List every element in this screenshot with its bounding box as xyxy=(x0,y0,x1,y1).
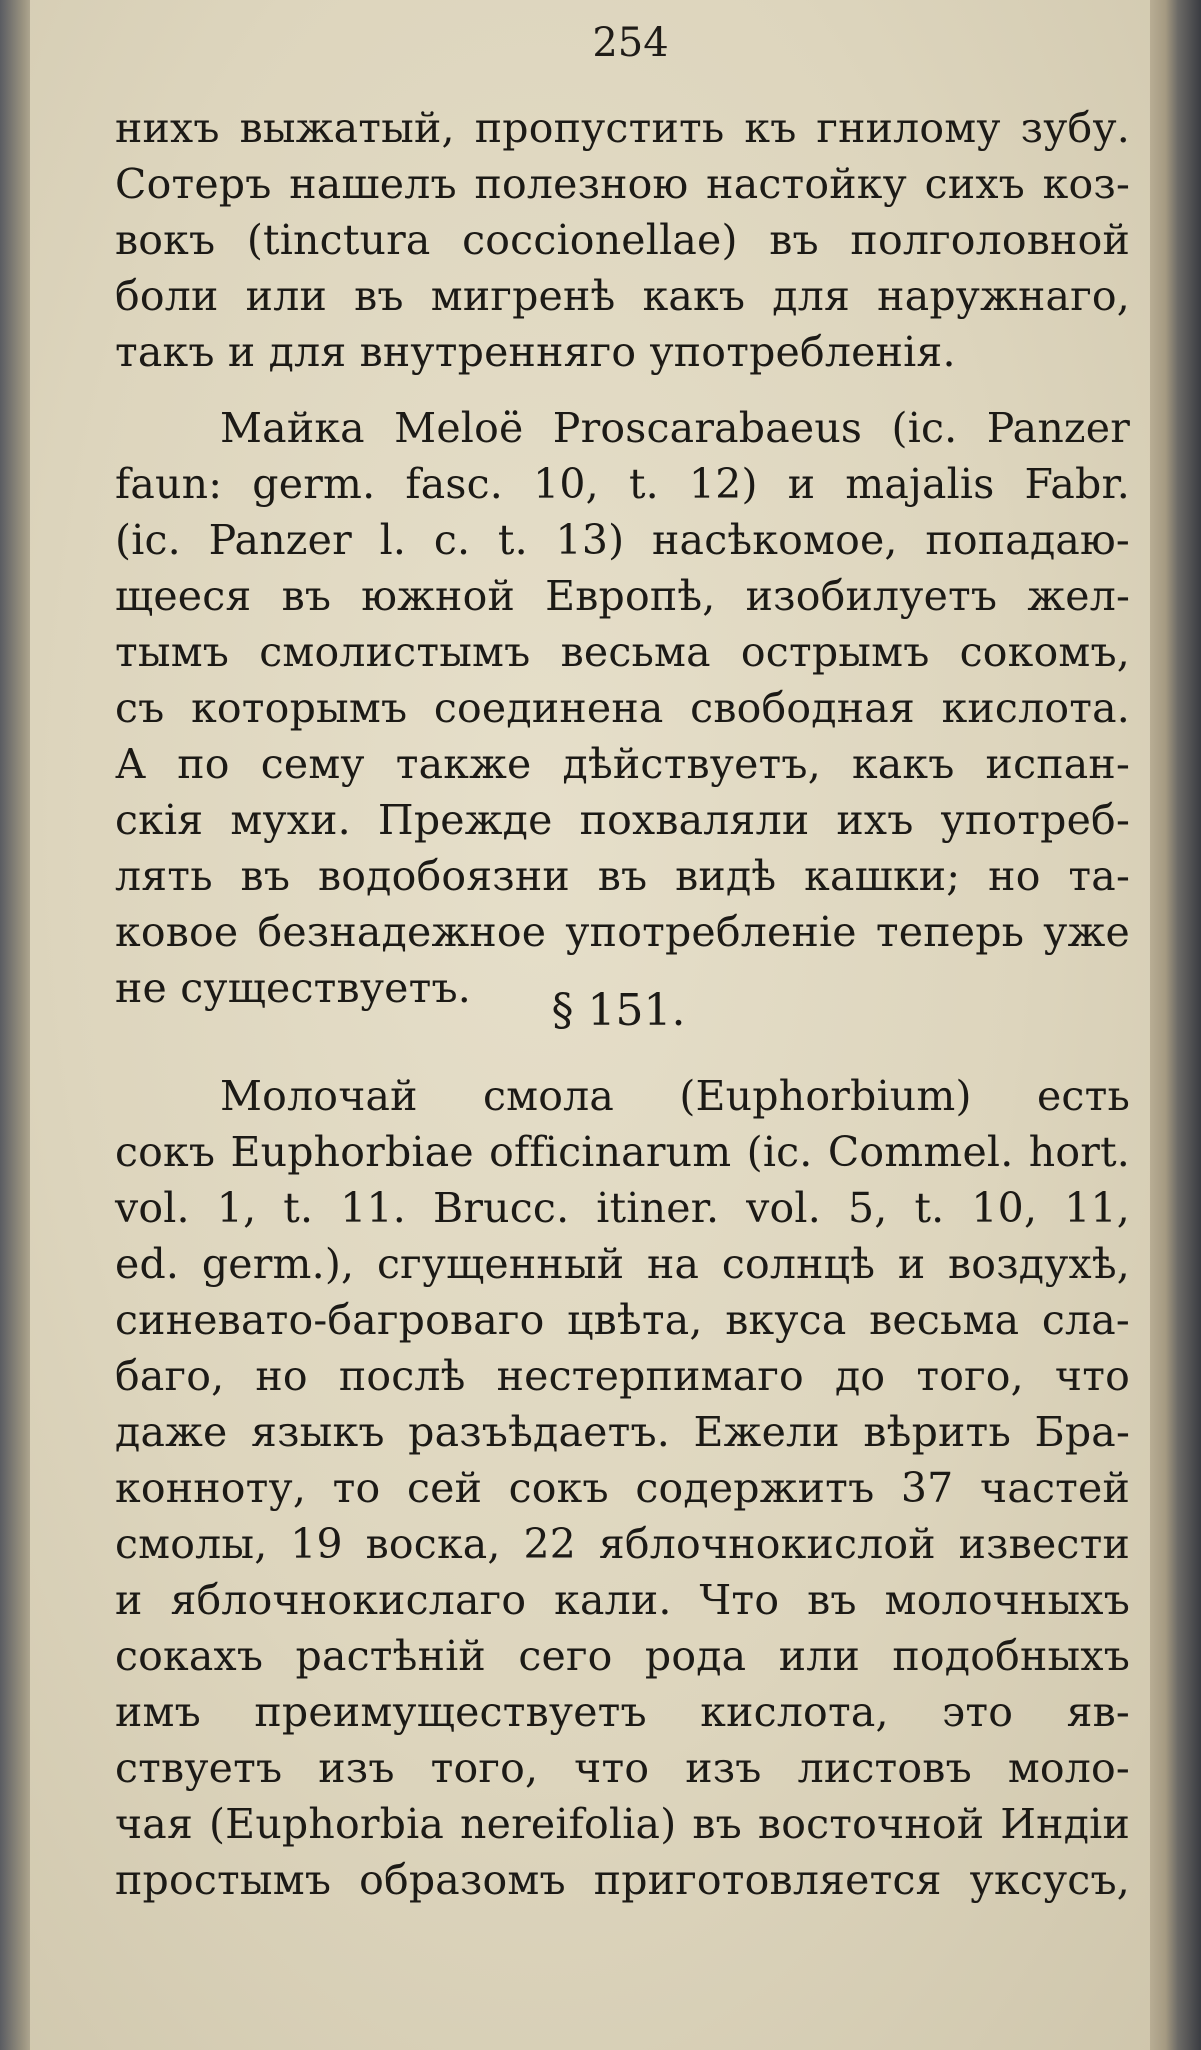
text-line: такъ и для внутренняго употребленія. xyxy=(115,328,956,376)
text-line: Сотеръ нашелъ полезною настойку сихъ коз- xyxy=(115,160,1130,208)
text-line: конноту, то сей сокъ содержитъ 37 частей xyxy=(115,1464,1130,1512)
text-line: имъ преимуществуетъ кислота, это яв- xyxy=(115,1688,1130,1736)
text-line: ствуетъ изъ того, что изъ листовъ моло- xyxy=(115,1744,1130,1792)
text-line: смолы, 19 воска, 22 яблочнокислой извести xyxy=(115,1520,1130,1568)
text-line: нихъ выжатый, пропустить къ гнилому зубу. xyxy=(115,104,1130,152)
text-line: съ которымъ соединена свободная кислота. xyxy=(115,684,1130,732)
paragraph-2 xyxy=(115,400,1130,1016)
text-line: (ic. Panzer l. c. t. 13) насѣкомое, попадаю- xyxy=(115,516,1130,564)
section-heading: § 151. xyxy=(551,985,686,1036)
text-line: даже языкъ разъѣдаетъ. Ежели вѣрить Бра- xyxy=(115,1408,1130,1456)
text-line: сокъ Euphorbiae officinarum (ic. Commel. hort. xyxy=(115,1128,1130,1176)
text-line: щееся въ южной Европѣ, изобилуетъ жел- xyxy=(115,572,1130,620)
text-line: и яблочнокислаго кали. Что въ молочныхъ xyxy=(115,1576,1130,1624)
paragraph-3 xyxy=(115,1068,1130,1908)
text-line: скія мухи. Прежде похваляли ихъ употреб- xyxy=(115,796,1130,844)
text-line: боли или въ мигренѣ какъ для наружнаго, xyxy=(115,272,1130,320)
text-line: простымъ образомъ приготовляется уксусъ, xyxy=(115,1856,1130,1904)
text-line: тымъ смолистымъ весьма острымъ сокомъ, xyxy=(115,628,1130,676)
text-line: лять въ водобоязни въ видѣ кашки; но та- xyxy=(115,852,1130,900)
text-line: синевато-багроваго цвѣта, вкуса весьма сла- xyxy=(115,1296,1130,1344)
text-line: сокахъ растѣній сего рода или подобныхъ xyxy=(115,1632,1130,1680)
text-line: баго, но послѣ нестерпимаго до того, что xyxy=(115,1352,1130,1400)
text-line: А по сему также дѣйствуетъ, какъ испан- xyxy=(115,740,1130,788)
text-line: Молочай смола (Euphorbium) есть xyxy=(220,1072,1130,1120)
text-line: ковое безнадежное употребленіе теперь уже xyxy=(115,908,1130,956)
text-line: Майка Meloë Proscarabaeus (ic. Panzer xyxy=(220,404,1130,452)
text-line: вокъ (tinctura coccionellae) въ полголовной xyxy=(115,216,1130,264)
text-line: чая (Euphorbia nereifolia) въ восточной Индіи xyxy=(115,1800,1130,1848)
text-line: не существуетъ. xyxy=(115,964,472,1012)
text-line: faun: germ. fasc. 10, t. 12) и majalis Fabr. xyxy=(115,460,1130,508)
text-line: vol. 1, t. 11. Brucc. itiner. vol. 5, t. 10, 11, xyxy=(115,1184,1130,1232)
paragraph-1 xyxy=(115,100,1130,380)
text-line: ed. germ.), сгущенный на солнцѣ и воздухѣ, xyxy=(115,1240,1130,1288)
page-number: 254 xyxy=(592,20,669,66)
